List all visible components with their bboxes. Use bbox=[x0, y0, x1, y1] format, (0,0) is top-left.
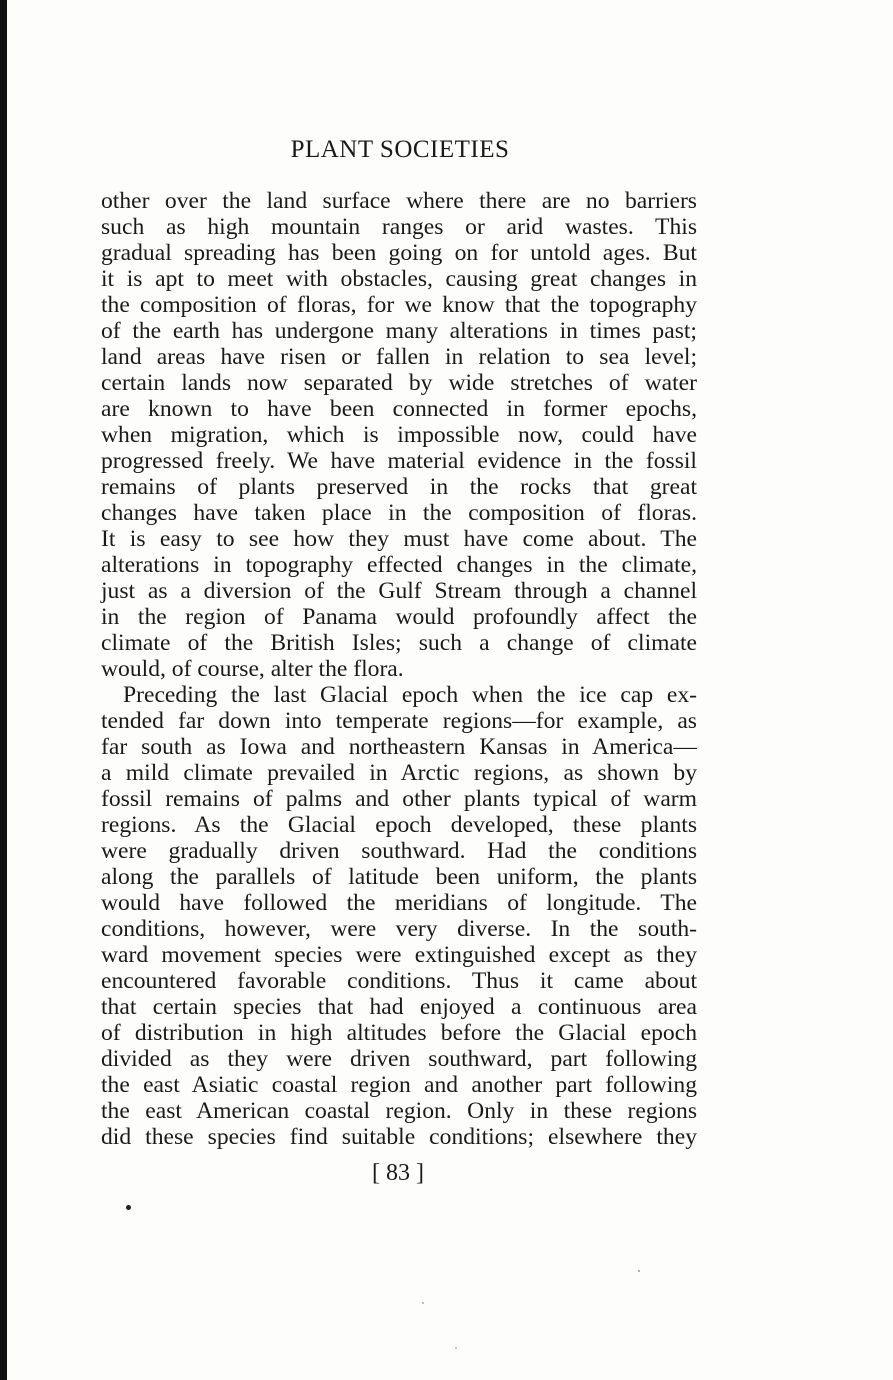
text-line: would have followed the meridians of longitude. The bbox=[101, 890, 697, 916]
text-line: land areas have risen or fallen in relation to sea level; bbox=[101, 344, 697, 370]
text-line: progressed freely. We have material evidence in the fossil bbox=[101, 448, 697, 474]
text-line: the east American coastal region. Only in these regions bbox=[101, 1098, 697, 1124]
text-line: remains of plants preserved in the rocks that great bbox=[101, 474, 697, 500]
text-line: ward movement species were extinguished except as they bbox=[101, 942, 697, 968]
text-line: of distribution in high altitudes before the Glacial epoch bbox=[101, 1020, 697, 1046]
text-line: regions. As the Glacial epoch developed, these plants bbox=[101, 812, 697, 838]
text-line: conditions, however, were very diverse. In the south- bbox=[101, 916, 697, 942]
ink-speck bbox=[455, 1347, 457, 1349]
ink-speck bbox=[126, 1205, 131, 1210]
text-line: did these species find suitable conditions; elsewhere they bbox=[101, 1124, 697, 1150]
text-line: encountered favorable conditions. Thus it came about bbox=[101, 968, 697, 994]
text-line: are known to have been connected in former epochs, bbox=[101, 396, 697, 422]
ink-speck bbox=[638, 1270, 640, 1272]
running-title: PLANT SOCIETIES bbox=[290, 136, 510, 163]
text-line: when migration, which is impossible now, could have bbox=[101, 422, 697, 448]
text-line: gradual spreading has been going on for untold ages. But bbox=[101, 240, 697, 266]
text-line: the composition of floras, for we know that the topography bbox=[101, 292, 697, 318]
text-line: in the region of Panama would profoundly affect the bbox=[101, 604, 697, 630]
page-number: [ 83 ] bbox=[372, 1160, 424, 1186]
text-line: other over the land surface where there are no barriers bbox=[101, 188, 697, 214]
text-line: certain lands now separated by wide stretches of water bbox=[101, 370, 697, 396]
text-line: tended far down into temperate regions—for example, as bbox=[101, 708, 697, 734]
text-line: a mild climate prevailed in Arctic regions, as shown by bbox=[101, 760, 697, 786]
text-line: the east Asiatic coastal region and another part following bbox=[101, 1072, 697, 1098]
paragraph-end-line: would, of course, alter the flora. bbox=[101, 656, 404, 682]
text-line: along the parallels of latitude been uniform, the plants bbox=[101, 864, 697, 890]
text-line: divided as they were driven southward, part following bbox=[101, 1046, 697, 1072]
text-line: climate of the British Isles; such a change of climate bbox=[101, 630, 697, 656]
text-line: fossil remains of palms and other plants typical of warm bbox=[101, 786, 697, 812]
text-line: of the earth has undergone many alterations in times past; bbox=[101, 318, 697, 344]
text-line: that certain species that had enjoyed a continuous area bbox=[101, 994, 697, 1020]
ink-speck bbox=[422, 1302, 424, 1304]
text-line: just as a diversion of the Gulf Stream through a channel bbox=[101, 578, 697, 604]
text-line: such as high mountain ranges or arid wastes. This bbox=[101, 214, 697, 240]
paragraph-start-line: Preceding the last Glacial epoch when the ice cap ex- bbox=[123, 682, 697, 708]
text-line: changes have taken place in the composition of floras. bbox=[101, 500, 697, 526]
text-line: were gradually driven southward. Had the conditions bbox=[101, 838, 697, 864]
text-line: alterations in topography effected changes in the climate, bbox=[101, 552, 697, 578]
body-text bbox=[101, 188, 697, 1150]
text-line: It is easy to see how they must have come about. The bbox=[101, 526, 697, 552]
text-line: far south as Iowa and northeastern Kansas in America— bbox=[101, 734, 697, 760]
text-line: it is apt to meet with obstacles, causing great changes in bbox=[101, 266, 697, 292]
